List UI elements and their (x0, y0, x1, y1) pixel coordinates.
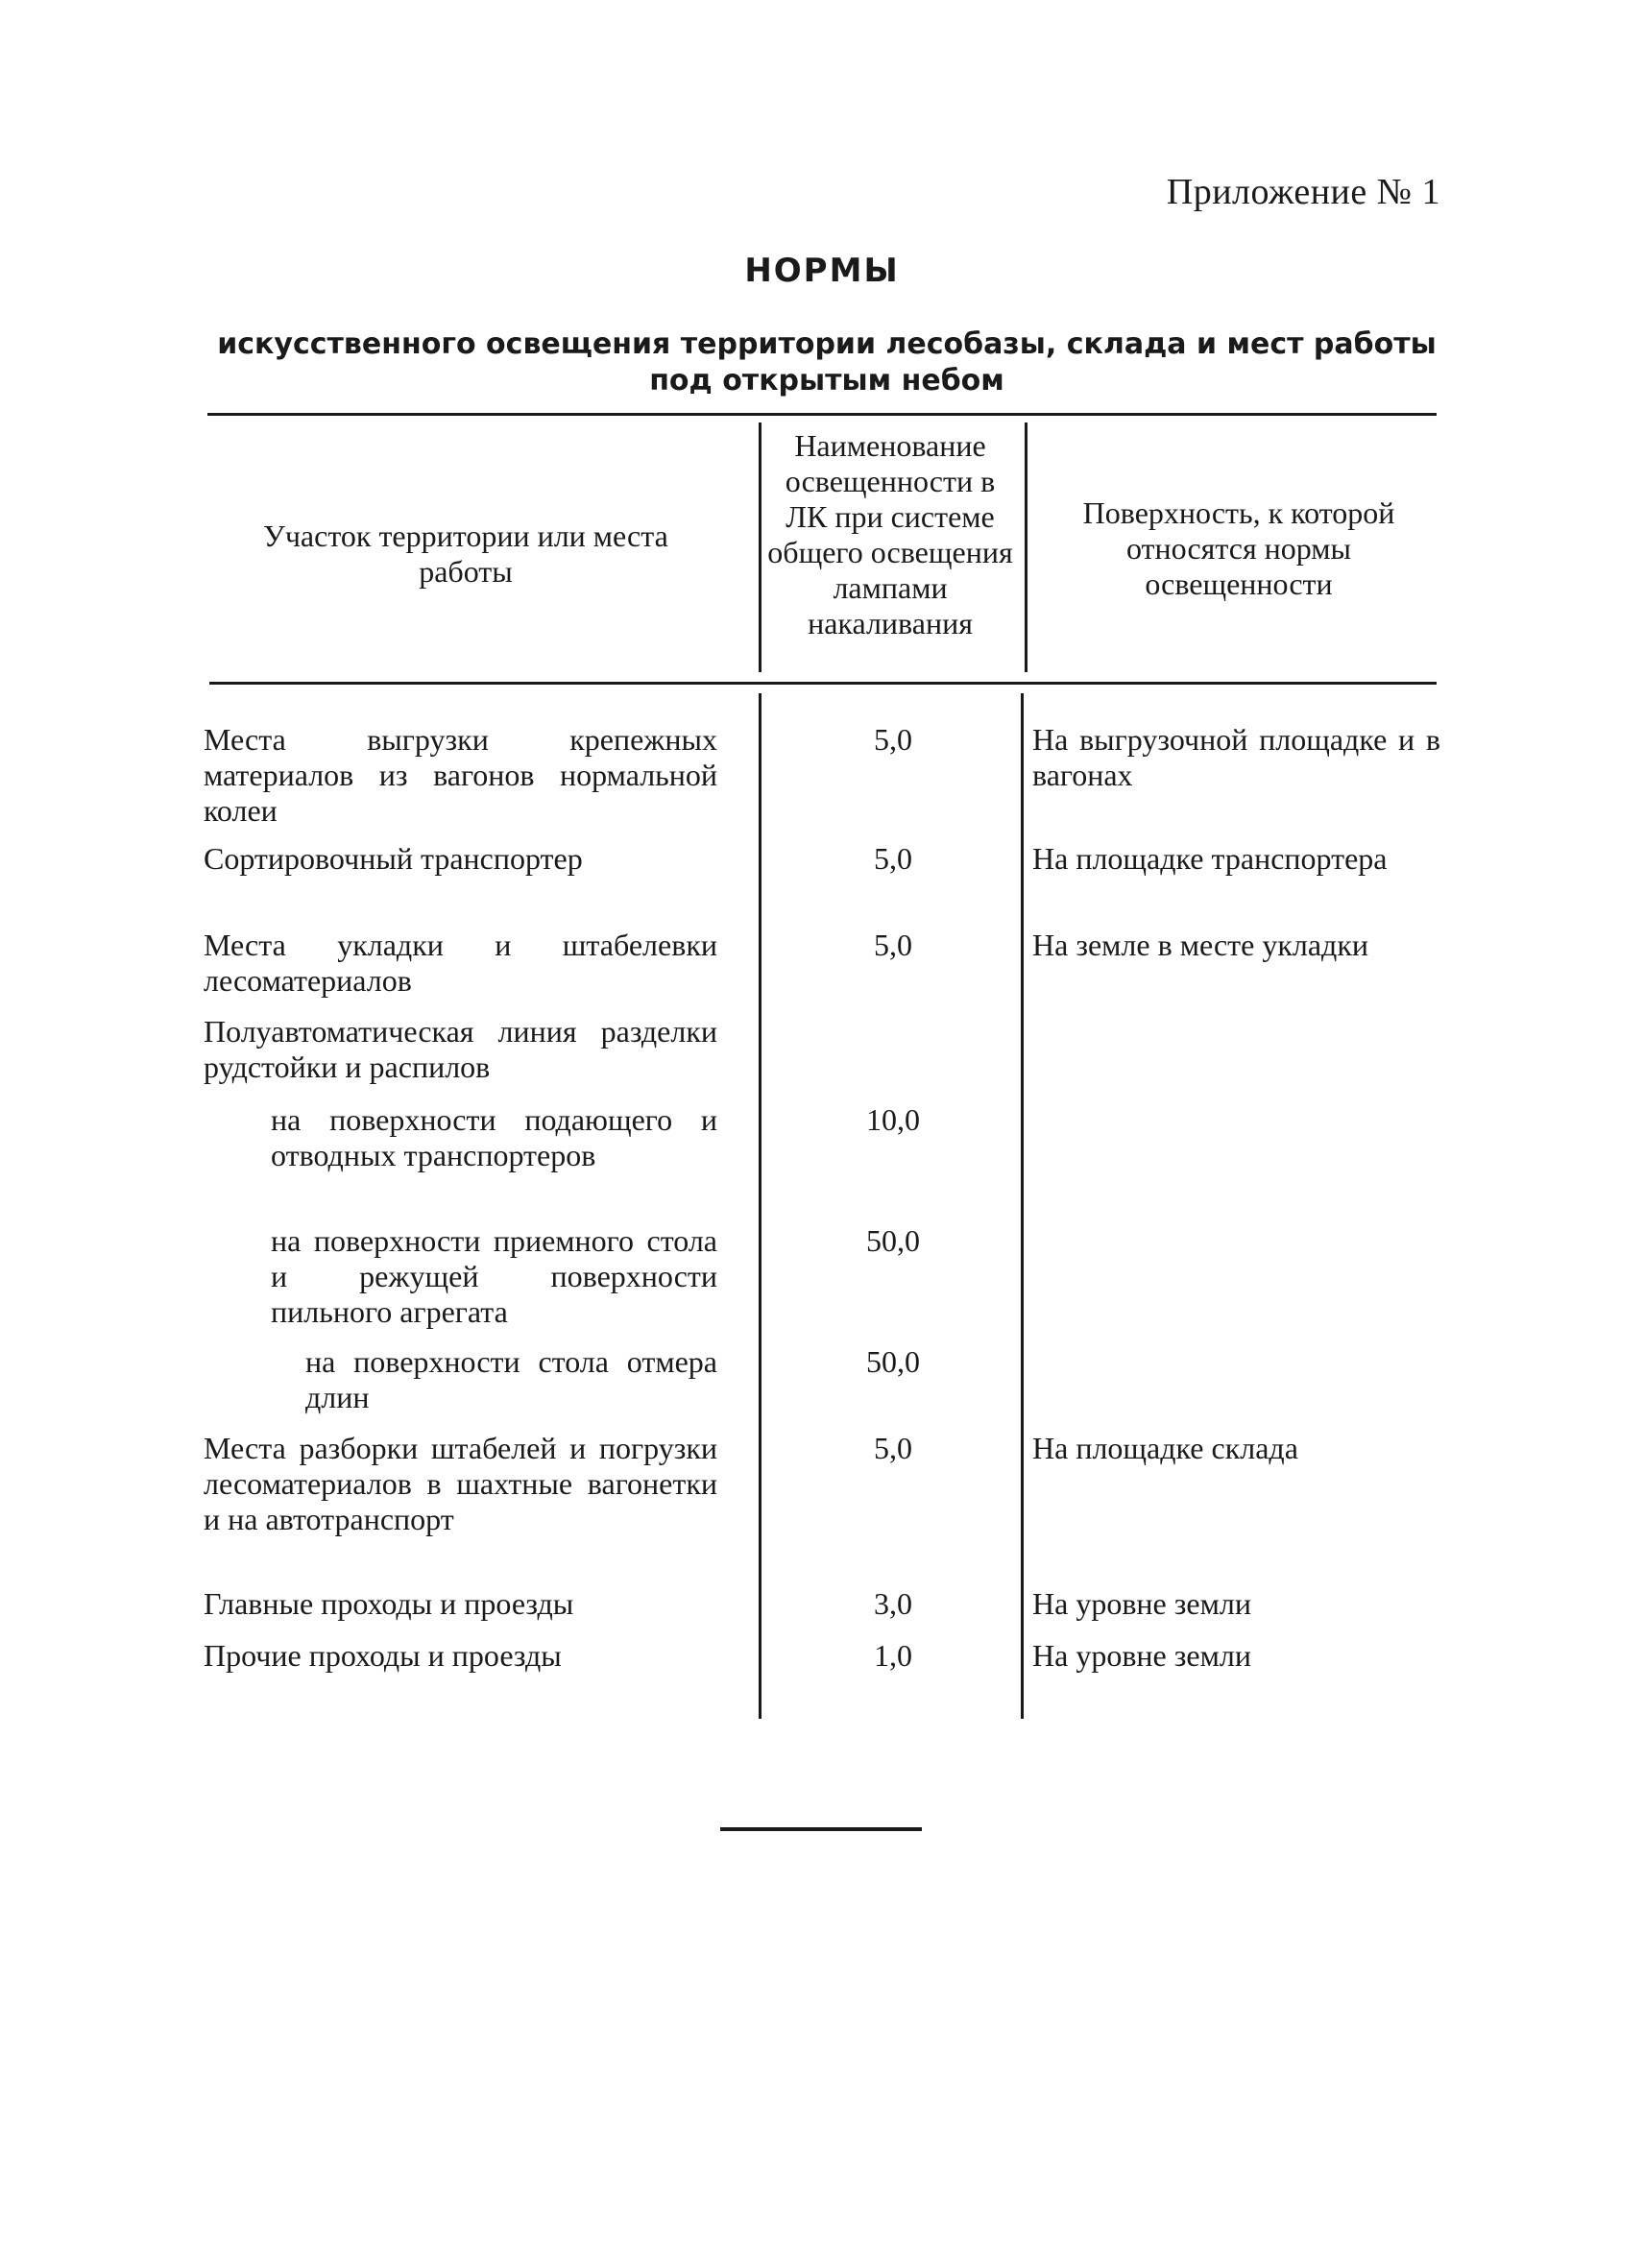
column-divider-2 (1025, 422, 1028, 672)
table-row-area: Места разборки штабелей и погрузки лесоматериалов в шахтные вагонетки и на автотранспорт (204, 1431, 717, 1536)
page-subtitle (207, 326, 1446, 399)
page-title: НОРМЫ (744, 252, 900, 290)
subtitle-line-2: под открытым небом (649, 364, 1004, 398)
table-row-area: Главные проходы и проезды (204, 1586, 574, 1621)
table-row-lux: 3,0 (874, 1586, 912, 1621)
table-row-area: на поверхности стола отмера длин (305, 1344, 717, 1414)
table-row-lux: 50,0 (866, 1223, 920, 1258)
table-row-lux: 5,0 (874, 722, 912, 757)
table-row-lux: 50,0 (866, 1344, 920, 1379)
table-row-area: Прочие проходы и проезды (204, 1638, 562, 1673)
table-row-area: Места выгрузки крепежных материалов из вагонов нормальной колеи (204, 722, 717, 828)
table-row-surface: На земле в месте укладки (1032, 928, 1368, 962)
table-row-lux: 5,0 (874, 841, 912, 876)
table-row-area: Сортировочный транспортер (204, 841, 583, 876)
table-row-lux: 5,0 (874, 1431, 912, 1465)
table-row-lux: 1,0 (874, 1638, 912, 1673)
column-divider-1 (759, 422, 762, 672)
table-row-surface: На уровне земли (1032, 1638, 1251, 1673)
appendix-label: Приложение № 1 (1166, 172, 1440, 212)
table-row-surface: На выгрузочной площадке и в вагонах (1032, 722, 1440, 792)
header-illumination: Наименование освещенности в ЛК при системе общего освещения лампами накаливания (767, 428, 1013, 640)
header-surface: Поверхность, к которой относятся нормы освещенности (1082, 495, 1395, 601)
table-top-rule (207, 413, 1437, 416)
table-row-area: Полуавтоматическая линия разделки рудстойки и распилов (204, 1014, 717, 1084)
end-rule (720, 1827, 922, 1831)
table-row-area: на поверхности приемного стола и режущей поверхности пильного агрегата (271, 1223, 717, 1329)
table-row-surface: На уровне земли (1032, 1586, 1251, 1621)
table-row-surface: На площадке транспортера (1032, 841, 1388, 876)
subtitle-line-1: искусственного освещения территории лесобазы, склада и мест работы (217, 327, 1437, 361)
table-row-lux: 10,0 (866, 1102, 920, 1137)
table-header-rule (209, 682, 1437, 685)
table-row-lux: 5,0 (874, 928, 912, 962)
table-row-surface: На площадке склада (1032, 1431, 1298, 1465)
table-row-area: Места укладки и штабелевки лесоматериалов (204, 928, 717, 998)
header-area: Участок территории или места работы (263, 519, 668, 589)
table-row-area: на поверхности подающего и отводных транспортеров (271, 1102, 717, 1172)
